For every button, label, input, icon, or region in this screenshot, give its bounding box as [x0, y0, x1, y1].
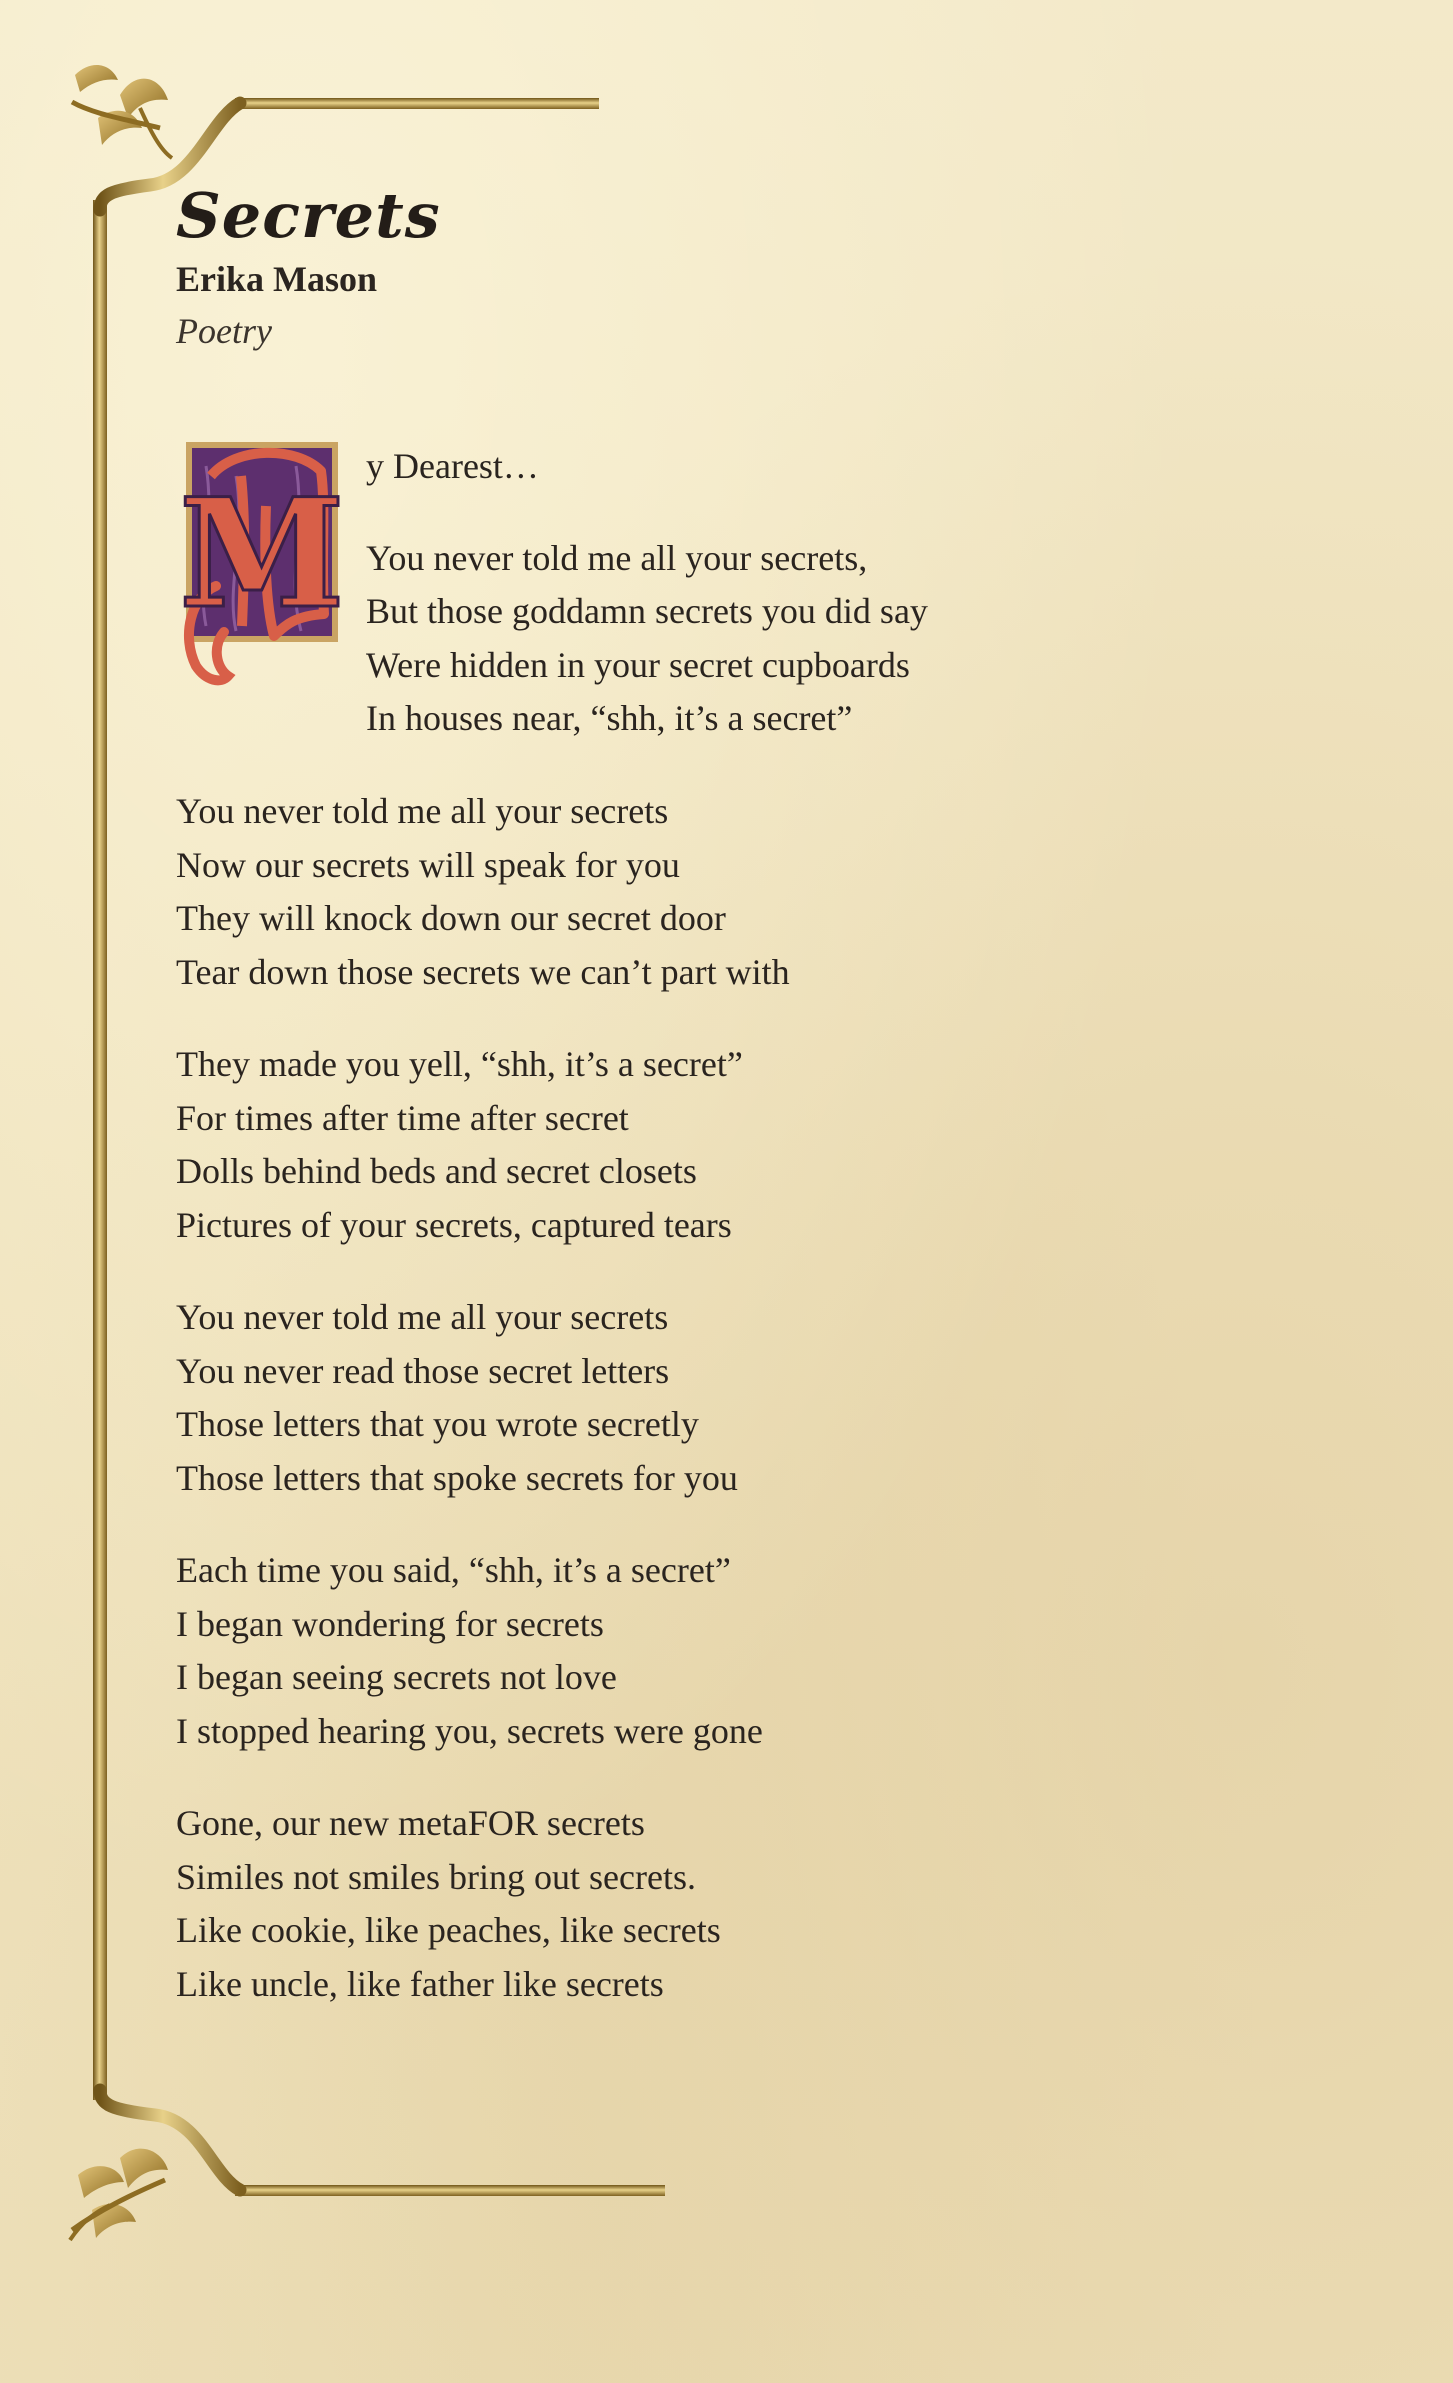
poem-line: Like cookie, like peaches, like secrets [176, 1910, 721, 1950]
poem-line: Were hidden in your secret cupboards [366, 644, 910, 685]
illuminated-drop-cap [176, 436, 348, 696]
frame-left-bar [93, 200, 107, 2100]
opening-stanza [366, 532, 928, 746]
author-name: Erika Mason [176, 259, 378, 299]
bottom-leaf-flourish-icon [70, 2149, 168, 2240]
poem-line: I began wondering for secrets [176, 1603, 604, 1644]
poem-line: You never read those secret letters [176, 1350, 670, 1391]
drop-cap-letter: M [178, 466, 346, 642]
poem-line: Similes not smiles bring out secrets. [176, 1856, 696, 1897]
poem-line: Those letters that you wrote secretly [176, 1404, 699, 1444]
poem-line: Now our secrets will speak for you [176, 844, 680, 885]
poem-line: They will knock down our secret door [176, 898, 726, 938]
top-leaf-flourish-icon [72, 65, 172, 158]
opening-section [366, 440, 928, 785]
genre-label: Poetry [176, 311, 272, 351]
frame-bottom-curve [100, 2090, 240, 2190]
poem-body [176, 785, 790, 2050]
poem-title: Secrets [176, 179, 441, 252]
poem-header [176, 178, 441, 354]
poem-line: I began seeing secrets not love [176, 1657, 617, 1697]
poem-line: Those letters that spoke secrets for you [176, 1457, 738, 1498]
poem-line: I stopped hearing you, secrets were gone [176, 1710, 763, 1751]
poem-line: But those goddamn secrets you did say [366, 591, 928, 631]
poem-line: Dolls behind beds and secret closets [176, 1151, 697, 1191]
poem-line: Each time you said, “shh, it’s a secret” [176, 1550, 731, 1590]
stanza-4 [176, 1544, 790, 1758]
frame-bottom-bar [235, 2185, 665, 2196]
stanza-2 [176, 1038, 790, 1252]
poem-line: Tear down those secrets we can’t part with [176, 951, 790, 992]
stanza-1 [176, 785, 790, 999]
stanza-3 [176, 1291, 790, 1505]
poem-line: You never told me all your secrets, [366, 537, 868, 578]
stanza-5 [176, 1797, 790, 2011]
poem-line: You never told me all your secrets [176, 791, 669, 831]
poem-line: For times after time after secret [176, 1097, 629, 1138]
poem-line: Gone, our new metaFOR secrets [176, 1803, 645, 1843]
poem-line: Like uncle, like father like secrets [176, 1963, 664, 2004]
poem-line: You never told me all your secrets [176, 1297, 669, 1337]
poem-line: Pictures of your secrets, captured tears [176, 1204, 732, 1245]
poem-line: In houses near, “shh, it’s a secret” [366, 698, 853, 738]
poem-line: They made you yell, “shh, it’s a secret” [176, 1044, 743, 1084]
greeting-line: y Dearest… [366, 446, 539, 486]
frame-top-bar [235, 98, 599, 109]
